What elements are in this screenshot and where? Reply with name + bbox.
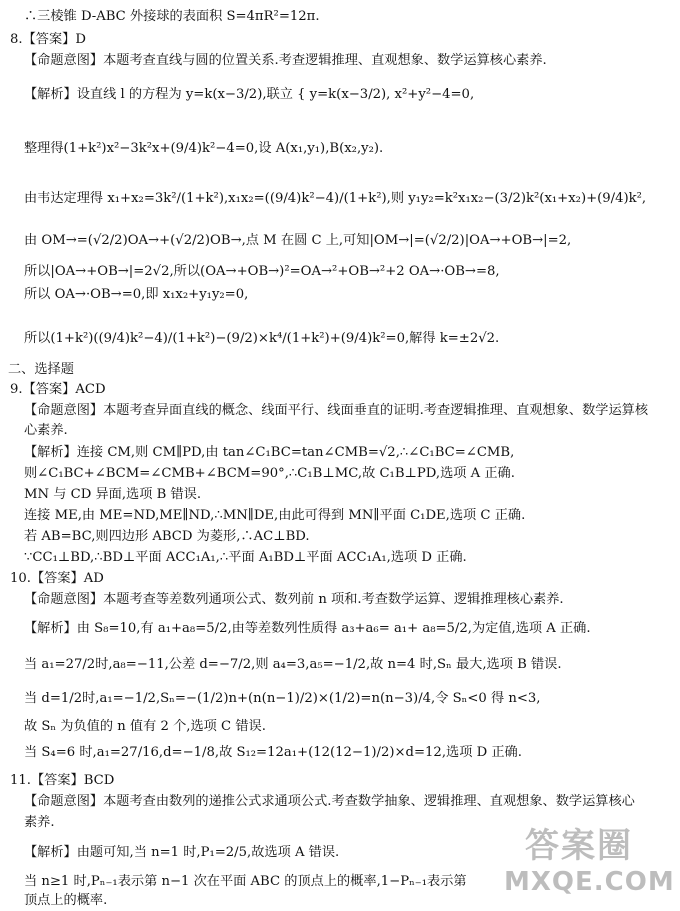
watermark-logo	[504, 825, 675, 903]
text-line: 【命题意图】本题考查异面直线的概念、线面平行、线面垂直的证明.考查逻辑推理、直观想象、数学运算核	[24, 403, 649, 418]
text-line: 故 Sₙ 为负值的 n 值有 2 个,选项 C 错误.	[24, 719, 266, 734]
text-line: 整理得(1+k²)x²−3k²x+(9/4)k²−4=0,设 A(x₁,y₁),B(x₂,y₂).	[24, 141, 384, 156]
text-line: 当 d=1/2时,a₁=−1/2,Sₙ=−(1/2)n+(n(n−1)/2)×(1/2)=n(n−3)/4,令 Sₙ<0 得 n<3,	[24, 691, 541, 706]
answer-heading: 8.【答案】D	[10, 32, 86, 47]
text-line: 所以|OA→+OB→|=2√2,所以(OA→+OB→)²=OA→²+OB→²+2 OA→·OB→=8,	[24, 264, 500, 279]
text-line: 【解析】由题可知,当 n=1 时,P₁=2/5,故选项 A 错误.	[24, 845, 340, 860]
text-line: 若 AB=BC,则四边形 ABCD 为菱形,∴AC⊥BD.	[24, 529, 310, 544]
section-heading: 二、选择题	[8, 362, 74, 377]
text-line: 【命题意图】本题考查直线与圆的位置关系.考查逻辑推理、直观想象、数学运算核心素养.	[24, 53, 547, 68]
answer-heading: 11.【答案】BCD	[10, 773, 115, 788]
text-line: 则∠C₁BC+∠BCM=∠CMB+∠BCM=90°,∴C₁B⊥MC,故 C₁B⊥PD,选项 A 正确.	[24, 466, 515, 481]
answer-heading: 9.【答案】ACD	[10, 382, 106, 397]
text-line: MN 与 CD 异面,选项 B 错误.	[24, 487, 202, 502]
text-line: ∵CC₁⊥BD,∴BD⊥平面 ACC₁A₁,∴平面 A₁BD⊥平面 ACC₁A₁,选项 D 正确.	[24, 550, 467, 565]
text-line: 由韦达定理得 x₁+x₂=3k²/(1+k²),x₁x₂=((9/4)k²−4)/(1+k²),则 y₁y₂=k²x₁x₂−(3/2)k²(x₁+x₂)+(9/4)k²,	[24, 191, 647, 206]
text-line: ∴三棱锥 D-ABC 外接球的表面积 S=4πR²=12π.	[24, 9, 320, 24]
text-line: 连接 ME,由 ME=ND,ME∥ND,∴MN∥DE,由此可得到 MN∥平面 C₁DE,选项 C 正确.	[24, 508, 526, 523]
text-line: 顶点上的概率.	[24, 893, 108, 908]
text-line: 所以 OA→·OB→=0,即 x₁x₂+y₁y₂=0,	[24, 287, 249, 302]
text-line: 由 OM→=(√2/2)OA→+(√2/2)OB→,点 M 在圆 C 上,可知|OM→|=(√2/2)|OA→+OB→|=2,	[24, 233, 572, 248]
text-line: 当 a₁=27/2时,a₈=−11,公差 d=−7/2,则 a₄=3,a₅=−1/2,故 n=4 时,Sₙ 最大,选项 B 错误.	[24, 657, 562, 672]
text-line: 【解析】由 S₈=10,有 a₁+a₈=5/2,由等差数列性质得 a₃+a₆= a₁+ a₈=5/2,为定值,选项 A 正确.	[24, 621, 591, 636]
text-line: 【解析】设直线 l 的方程为 y=k(x−3/2),联立 { y=k(x−3/2), x²+y²−4=0,	[24, 87, 475, 102]
text-line: 【解析】连接 CM,则 CM∥PD,由 tan∠C₁BC=tan∠CMB=√2,∴∠C₁BC=∠CMB,	[24, 445, 515, 460]
answer-heading: 10.【答案】AD	[10, 571, 104, 586]
text-line: 【命题意图】本题考查等差数列通项公式、数列前 n 项和.考查数学运算、逻辑推理核心素养.	[24, 592, 564, 607]
watermark-top-text: 答案圈	[525, 826, 633, 866]
text-line: 【命题意图】本题考查由数列的递推公式求通项公式.考查数学抽象、逻辑推理、直观想象、数学运算核心	[24, 794, 635, 809]
text-line: 素养.	[24, 815, 55, 830]
text-line: 所以(1+k²)((9/4)k²−4)/(1+k²)−(9/2)×k⁴/(1+k²)+(9/4)k²=0,解得 k=±2√2.	[24, 331, 500, 346]
watermark-bottom-text: MXQE.COM	[504, 867, 675, 897]
text-line: 心素养.	[24, 423, 68, 438]
text-line: 当 n≥1 时,Pₙ₋₁表示第 n−1 次在平面 ABC 的顶点上的概率,1−Pₙ₋₁表示第	[24, 874, 467, 889]
text-line: 当 S₄=6 时,a₁=27/16,d=−1/8,故 S₁₂=12a₁+(12(12−1)/2)×d=12,选项 D 正确.	[24, 745, 522, 760]
